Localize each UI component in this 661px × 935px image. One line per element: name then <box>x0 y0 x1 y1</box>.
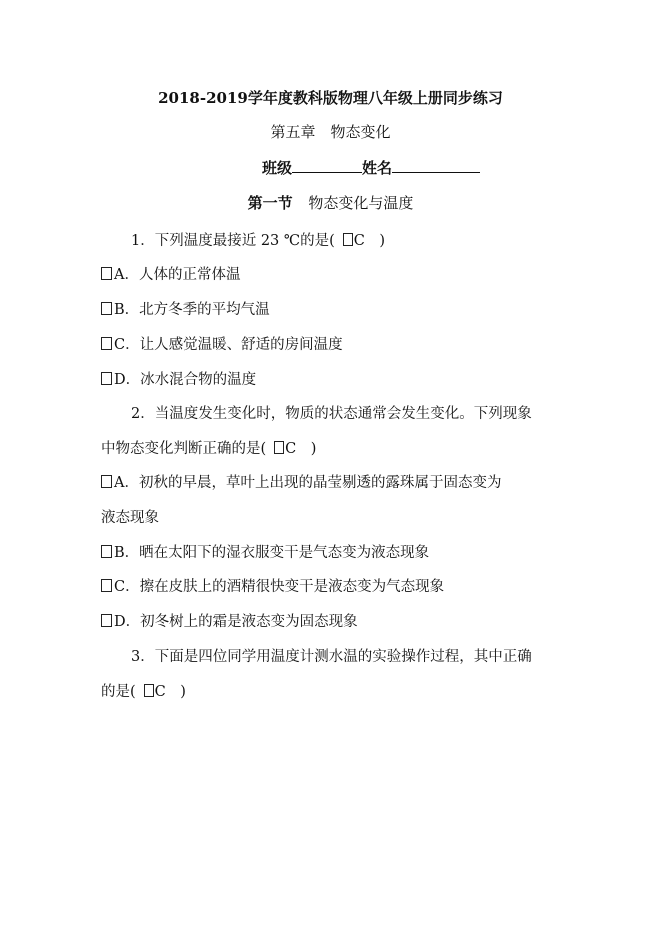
option-box <box>101 337 112 350</box>
question-2-option-a <box>101 471 501 492</box>
option-text: D．初冬树上的霜是液态变为固态现象 <box>114 614 358 630</box>
document-title: 2018-2019学年度教科版物理八年级上册同步练习 <box>158 89 503 107</box>
class-label: 班级 <box>262 159 293 177</box>
question-1-text: 1．下列温度最接近 23 ℃的是( <box>131 233 335 249</box>
question-2-stem-line-2 <box>101 437 316 458</box>
option-box <box>101 545 112 558</box>
option-text: C．让人感觉温暖、舒适的房间温度 <box>114 337 343 353</box>
option-text: A．人体的正常体温 <box>114 267 241 283</box>
option-text: A．初秋的早晨，草叶上出现的晶莹剔透的露珠属于固态变为 <box>114 475 502 491</box>
chapter-heading: 第五章 物态变化 <box>270 123 391 141</box>
class-name-line <box>262 157 480 178</box>
question-3-text: 的是( <box>101 684 136 700</box>
option-box <box>101 267 112 280</box>
question-3-stem-line-2 <box>101 680 186 701</box>
section-heading <box>0 192 661 213</box>
question-1-option-c <box>101 333 343 354</box>
class-blank[interactable] <box>292 158 362 173</box>
option-box <box>101 475 112 488</box>
option-box <box>101 302 112 315</box>
question-2-option-c <box>101 575 444 596</box>
option-text: B．晒在太阳下的湿衣服变干是气态变为液态现象 <box>114 545 430 561</box>
question-1-answer: C ) <box>353 233 386 249</box>
option-box <box>101 579 112 592</box>
question-2-option-d <box>101 610 358 631</box>
question-1-option-a <box>101 263 240 284</box>
option-box <box>101 614 112 627</box>
question-2-stem-line-1: 2．当温度发生变化时，物质的状态通常会发生变化。下列现象 <box>131 406 532 422</box>
question-3-stem-line-1: 3．下面是四位同学用温度计测水温的实验操作过程，其中正确 <box>131 649 532 665</box>
question-2-text: 中物态变化判断正确的是( <box>101 441 267 457</box>
question-1-option-b <box>101 298 270 319</box>
option-text: C．擦在皮肤上的酒精很快变干是液态变为气态现象 <box>114 579 445 595</box>
section-title: 物态变化与温度 <box>308 194 414 212</box>
question-3-answer: C ) <box>154 684 186 700</box>
question-2-option-a-continued: 液态现象 <box>101 510 159 526</box>
name-label: 姓名 <box>362 159 393 177</box>
answer-box <box>343 233 353 246</box>
option-box <box>101 372 112 385</box>
question-2-option-b <box>101 541 429 562</box>
option-text: D．冰水混合物的温度 <box>114 372 257 388</box>
name-blank[interactable] <box>392 158 480 173</box>
section-number: 第一节 <box>247 194 293 212</box>
option-text: B．北方冬季的平均气温 <box>114 302 270 318</box>
question-2-answer: C ) <box>285 441 317 457</box>
question-1-option-d <box>101 368 256 389</box>
question-1-stem <box>131 229 385 250</box>
answer-box <box>144 684 154 697</box>
answer-box <box>274 441 284 454</box>
